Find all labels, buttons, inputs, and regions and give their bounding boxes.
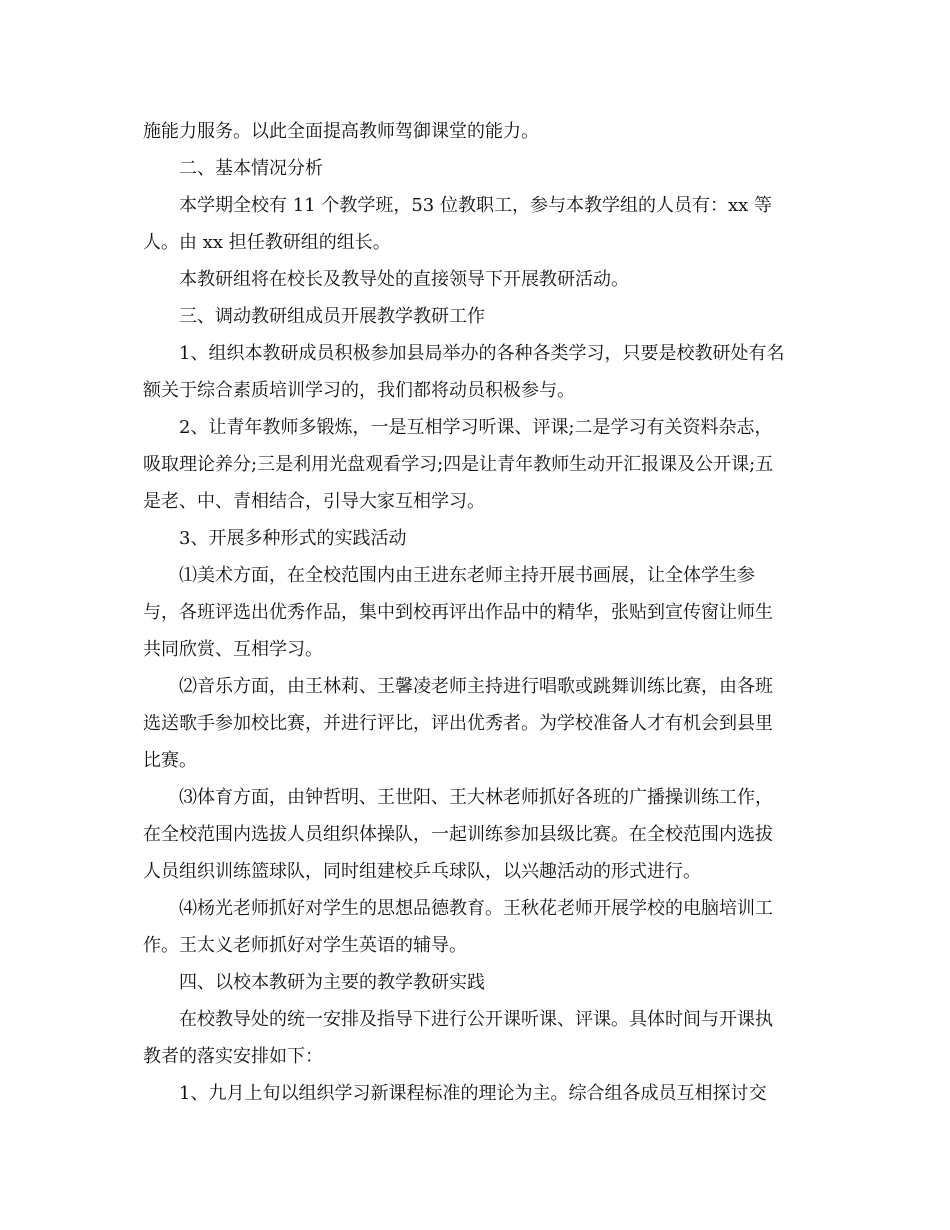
text-line: 比赛。 xyxy=(143,750,197,771)
paragraph-line: 1、九月上旬以组织学习新课程标准的理论为主。综合组各成员互相探讨交 xyxy=(179,1083,767,1104)
document-body xyxy=(143,113,813,1112)
text-line: 与，各班评选出优秀作品，集中到校再评出作品中的精华，张贴到宣传窗让师生 xyxy=(143,602,773,623)
text-line: 选送歌手参加校比赛，并进行评比，评出优秀者。为学校准备人才有机会到县里 xyxy=(143,713,773,734)
paragraph-line: 在校教导处的统一安排及指导下进行公开课听课、评课。具体时间与开课执 xyxy=(179,1009,773,1030)
paragraph-line: ⑷杨光老师抓好对学生的思想品德教育。王秋花老师开展学校的电脑培训工 xyxy=(179,898,773,919)
paragraph-line: 2、让青年教师多锻炼，一是互相学习听课、评课;二是学习有关资料杂志， xyxy=(179,417,773,438)
text-line: 额关于综合素质培训学习的，我们都将动员积极参与。 xyxy=(143,380,575,401)
text-line: 是老、中、青相结合，引导大家互相学习。 xyxy=(143,491,485,512)
paragraph-line: 本教研组将在校长及教导处的直接领导下开展教研活动。 xyxy=(179,269,629,290)
paragraph-line: 本学期全校有 11 个教学班，53 位教职工，参与本教学组的人员有：xx 等 xyxy=(179,195,772,216)
section-heading: 四、以校本教研为主要的教学教研实践 xyxy=(179,972,485,993)
paragraph-line: ⑶体育方面，由钟哲明、王世阳、王大林老师抓好各班的广播操训练工作， xyxy=(179,787,773,808)
text-line: 共同欣赏、互相学习。 xyxy=(143,639,323,660)
paragraph-line: ⑴美术方面，在全校范围内由王进东老师主持开展书画展，让全体学生参 xyxy=(179,565,755,586)
text-line: 作。王太义老师抓好对学生英语的辅导。 xyxy=(143,935,467,956)
paragraph-line: ⑵音乐方面，由王林莉、王馨凌老师主持进行唱歌或跳舞训练比赛，由各班 xyxy=(179,676,773,697)
section-heading: 三、调动教研组成员开展教学教研工作 xyxy=(179,306,485,327)
paragraph-line: 1、组织本教研成员积极参加县局举办的各种各类学习，只要是校教研处有名 xyxy=(179,343,785,364)
section-heading: 二、基本情况分析 xyxy=(179,158,323,179)
text-line: 人员组织训练篮球队，同时组建校乒乓球队，以兴趣活动的形式进行。 xyxy=(143,861,701,882)
text-line: 吸取理论养分;三是利用光盘观看学习;四是让青年教师生动开汇报课及公开课;五 xyxy=(143,454,774,475)
text-line: 在全校范围内选拔人员组织体操队，一起训练参加县级比赛。在全校范围内选拔 xyxy=(143,824,773,845)
text-line: 人。由 xx 担任教研组的组长。 xyxy=(143,232,391,253)
text-line: 施能力服务。以此全面提高教师驾御课堂的能力。 xyxy=(143,121,539,142)
paragraph-line: 3、开展多种形式的实践活动 xyxy=(179,528,407,549)
text-line: 教者的落实安排如下： xyxy=(143,1046,323,1067)
